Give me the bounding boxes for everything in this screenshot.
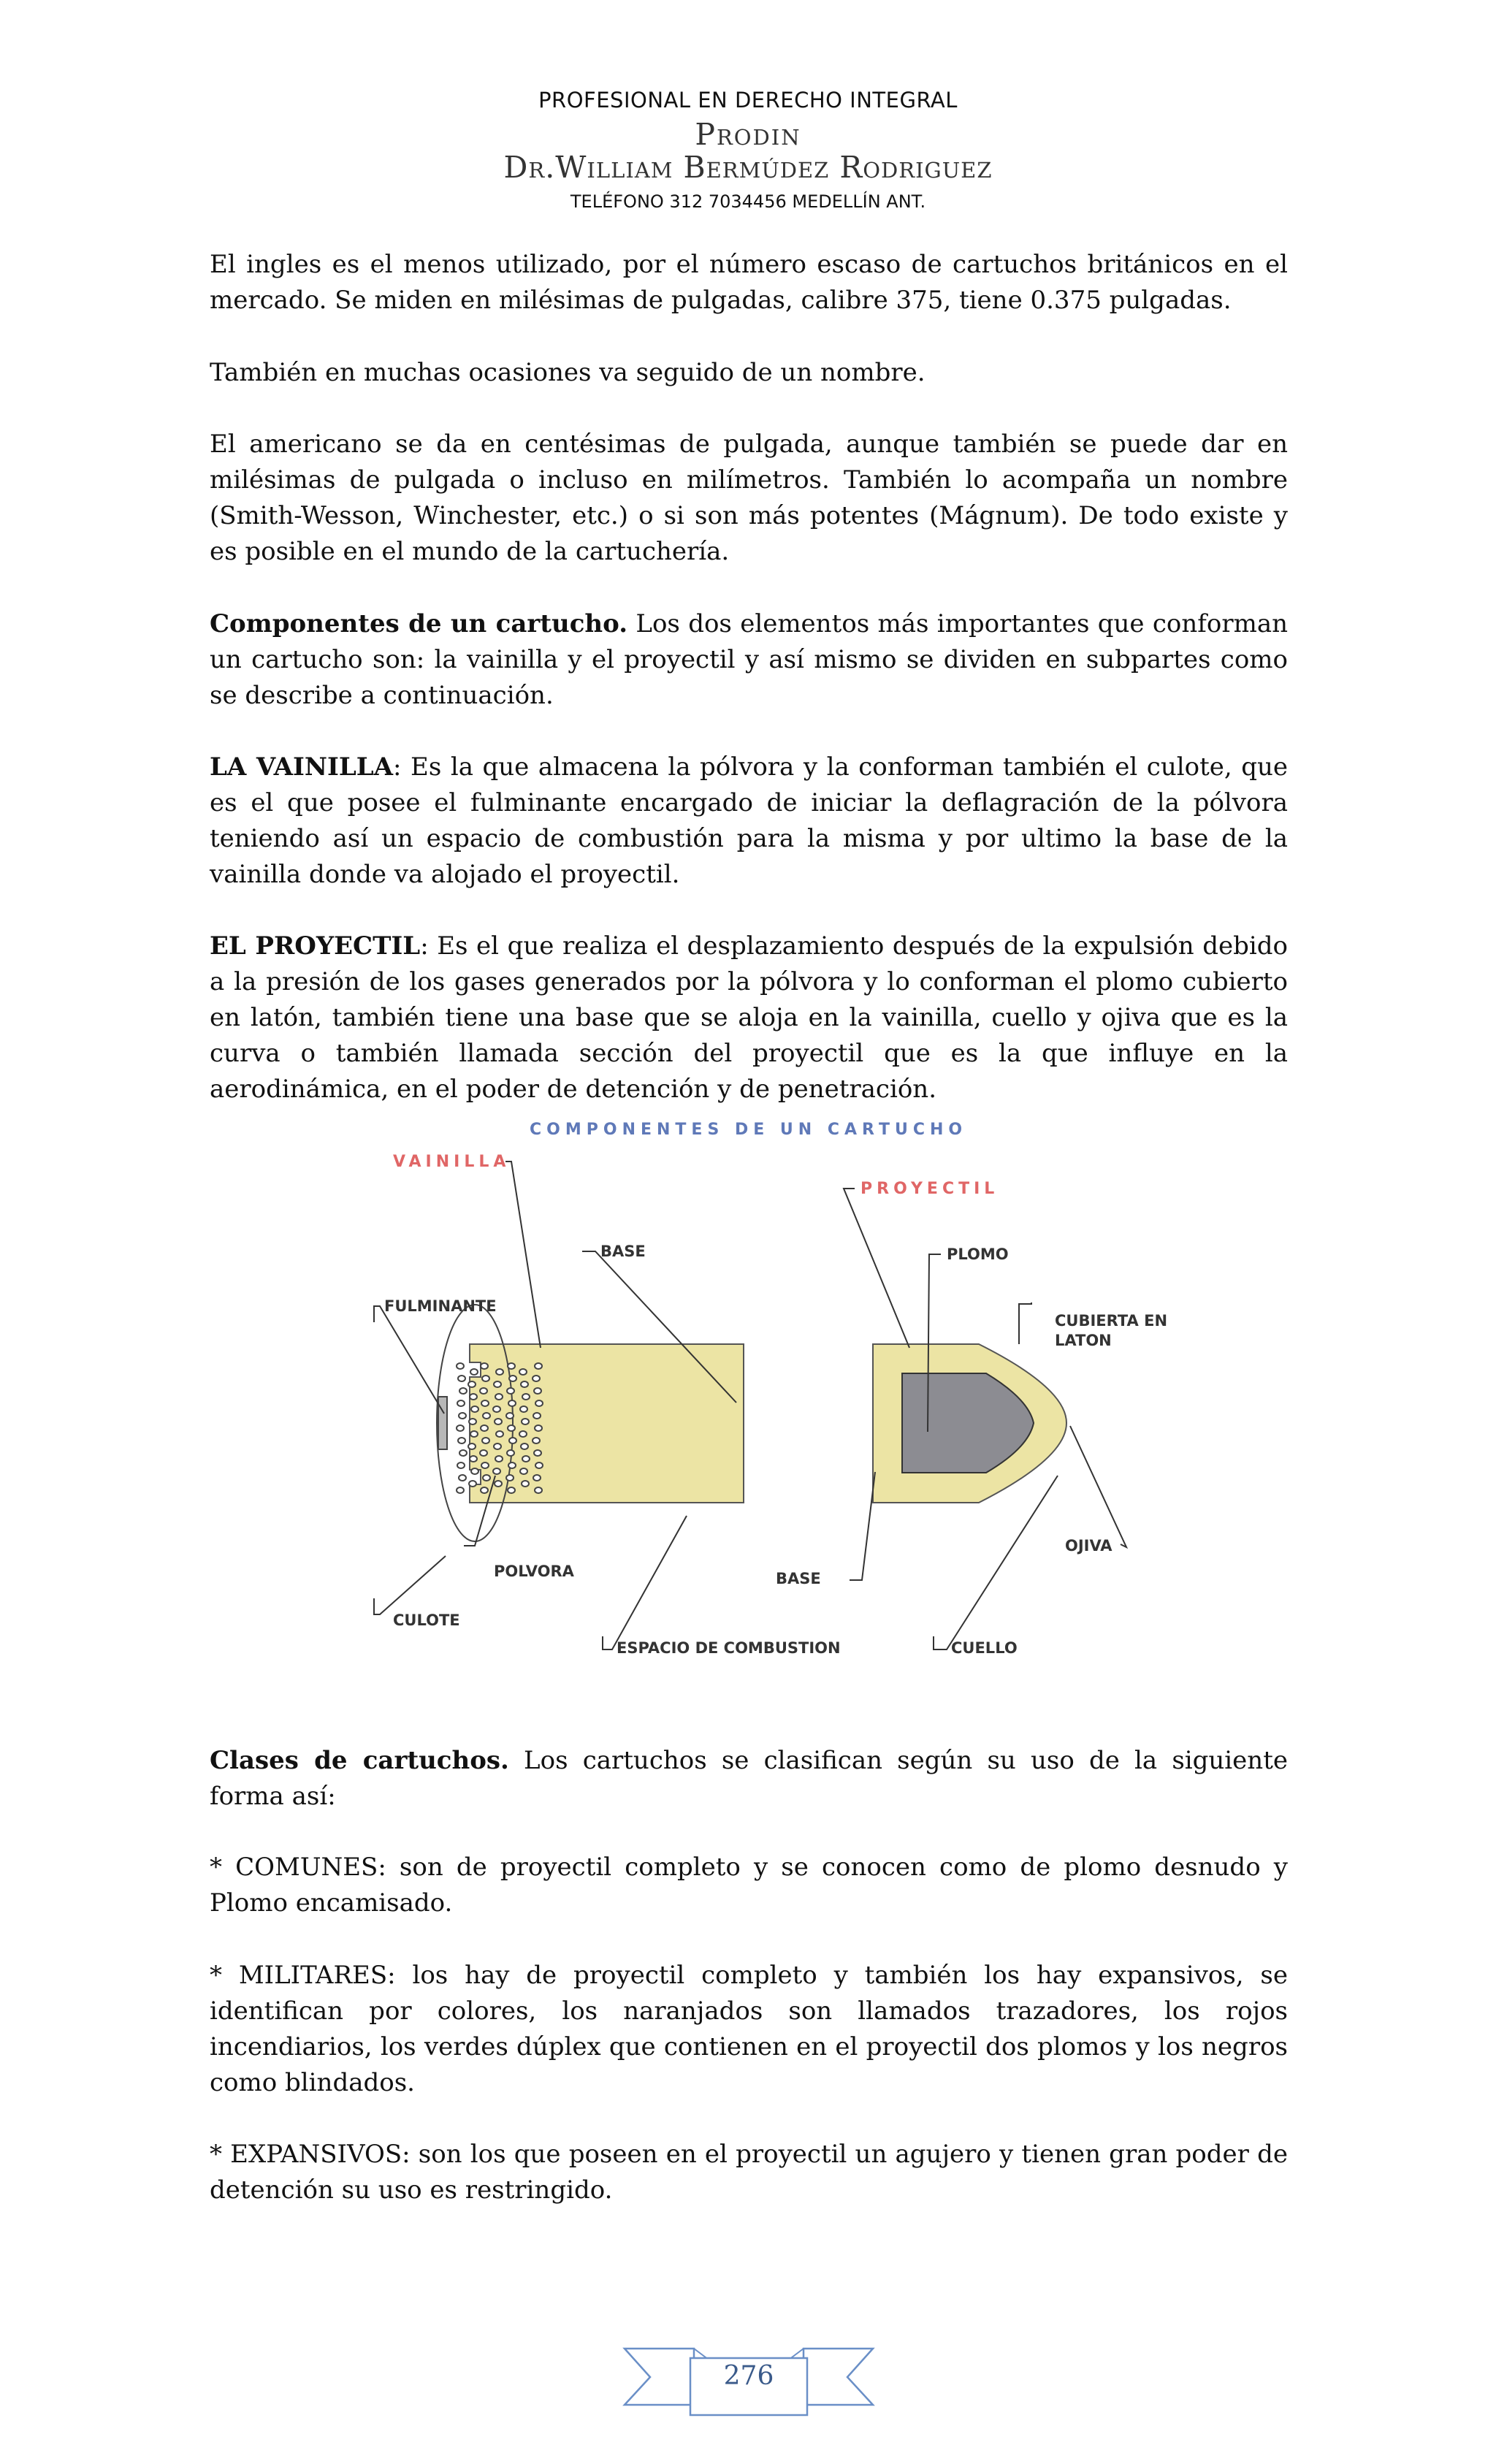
gunpowder-pellet — [495, 1419, 502, 1424]
gunpowder-pellet — [509, 1376, 516, 1381]
heading-proyectil: EL PROYECTIL — [210, 931, 421, 961]
gunpowder-pellet — [506, 1475, 514, 1481]
gunpowder-pellet — [470, 1431, 478, 1437]
label-cubierta-2: LATON — [1055, 1332, 1112, 1349]
gunpowder-pellet — [469, 1481, 476, 1487]
gunpowder-pellet — [522, 1481, 529, 1487]
text-vainilla: : Es la que almacena la pólvora y la conforman también el culote, que es el que posee el fulminante encargado de iniciar la deflagración de la pólvora teniendo así un espacio de combustión para la misma y por ultimo la base de la vainilla donde va alojado el proyectil. — [210, 752, 1288, 889]
gunpowder-pellet — [457, 1462, 465, 1468]
gunpowder-pellet — [522, 1394, 530, 1400]
line-base-proyectil — [850, 1472, 875, 1580]
line-espacio — [603, 1516, 687, 1649]
label-culote: CULOTE — [393, 1611, 460, 1629]
header-phone: TELÉFONO 312 7034456 MEDELLÍN ANT. — [570, 191, 926, 212]
gunpowder-pellet — [459, 1450, 467, 1456]
line-culote — [374, 1556, 446, 1614]
gunpowder-pellet — [481, 1363, 488, 1369]
paragraph-expansivos: * EXPANSIVOS: son los que poseen en el proyectil un agujero y tienen gran poder de detención su uso es restringido. — [210, 2140, 1288, 2205]
header-brand: Prodin — [695, 117, 801, 152]
gunpowder-pellet — [458, 1376, 465, 1381]
gunpowder-pellet — [521, 1443, 528, 1449]
gunpowder-pellet — [535, 1363, 542, 1369]
label-proyectil: PROYECTIL — [860, 1180, 999, 1198]
gunpowder-pellet — [522, 1456, 530, 1462]
line-ojiva — [1070, 1426, 1126, 1547]
gunpowder-pellet — [506, 1413, 514, 1419]
label-ojiva: OJIVA — [1065, 1537, 1113, 1555]
paragraph-proyectil — [210, 928, 1288, 1107]
gunpowder-pellet — [522, 1419, 529, 1424]
gunpowder-pellet — [508, 1487, 515, 1493]
gunpowder-pellet — [508, 1425, 515, 1431]
paragraph-componentes — [210, 606, 1288, 714]
gunpowder-pellet — [519, 1369, 527, 1375]
heading-clases: Clases de cartuchos. — [210, 1746, 509, 1775]
paragraph-nombre: También en muchas ocasiones va seguido de un nombre. — [210, 358, 926, 387]
label-plomo: PLOMO — [947, 1246, 1009, 1263]
gunpowder-pellet — [520, 1468, 527, 1474]
gunpowder-pellet — [519, 1431, 527, 1437]
gunpowder-pellet — [458, 1438, 465, 1443]
gunpowder-pellet — [495, 1481, 502, 1487]
label-base-vainilla: BASE — [600, 1243, 646, 1260]
page-number: 276 — [723, 2361, 774, 2391]
label-cubierta-1: CUBIERTA EN — [1055, 1312, 1168, 1330]
line-fulminante — [374, 1306, 444, 1414]
gunpowder-pellet — [481, 1487, 488, 1493]
gunpowder-pellet — [471, 1406, 478, 1412]
line-proyectil — [844, 1189, 909, 1348]
gunpowder-pellet — [508, 1462, 516, 1468]
gunpowder-pellet — [509, 1438, 516, 1443]
paragraph-ingles: El ingles es el menos utilizado, por el número escaso de cartuchos británicos en el mercado. Se miden en milésimas de pulgadas, calibre 375, tiene 0.375 pulgadas. — [210, 250, 1288, 315]
gunpowder-pellet — [482, 1376, 489, 1381]
gunpowder-pellet — [480, 1388, 487, 1394]
gunpowder-pellet — [533, 1438, 540, 1443]
label-polvora: POLVORA — [494, 1563, 574, 1580]
gunpowder-pellet — [481, 1425, 488, 1431]
gunpowder-pellet — [533, 1413, 541, 1419]
diagram-title: COMPONENTES DE UN CARTUCHO — [530, 1121, 968, 1139]
gunpowder-pellet — [480, 1450, 487, 1456]
header-firm-name: PROFESIONAL EN DERECHO INTEGRAL — [538, 88, 958, 112]
gunpowder-pellet — [494, 1443, 501, 1449]
gunpowder-pellet — [508, 1363, 515, 1369]
gunpowder-pellet — [459, 1388, 467, 1394]
paragraph-americano: El americano se da en centésimas de pulgada, aunque también se puede dar en milésimas de pulgada o incluso en milímetros. También lo acompaña un nombre (Smith-Wesson, Winchester, etc.) o si son más potentes (Mágnum). De todo existe y es posible en el mundo de la cartuchería. — [210, 430, 1288, 566]
header-author: Dr.William Bermúdez Rodriguez — [503, 150, 993, 185]
gunpowder-pellet — [495, 1394, 503, 1400]
label-espacio-combustion: ESPACIO DE COMBUSTION — [617, 1639, 841, 1657]
paragraph-militares: * MILITARES: los hay de proyectil completo y también los hay expansivos, se identifican por colores, los naranjados son llamados trazadores, los rojos incendiarios, los verdes dúplex que contienen en el proyectil dos plomos y los negros como blindados. — [210, 1961, 1288, 2097]
gunpowder-pellet — [471, 1468, 478, 1474]
gunpowder-pellet — [469, 1419, 476, 1424]
gunpowder-pellet — [494, 1381, 501, 1387]
paragraph-vainilla — [210, 750, 1288, 893]
gunpowder-pellet — [459, 1413, 466, 1419]
gunpowder-pellet — [535, 1400, 543, 1406]
gunpowder-pellet — [535, 1462, 543, 1468]
gunpowder-pellet — [533, 1376, 540, 1381]
gunpowder-pellet — [483, 1413, 490, 1419]
gunpowder-pellet — [457, 1425, 464, 1431]
gunpowder-pellet — [457, 1487, 464, 1493]
gunpowder-pellet — [520, 1406, 527, 1412]
cartridge-diagram — [343, 1110, 1168, 1666]
label-cuello: CUELLO — [951, 1639, 1018, 1657]
gunpowder-pellet — [535, 1425, 542, 1431]
text-clases: Los cartuchos se clasifican según su uso de la siguiente forma así: — [210, 1746, 1288, 1811]
paragraph-comunes: * COMUNES: son de proyectil completo y se conocen como de plomo desnudo y Plomo encamisado. — [210, 1853, 1288, 1918]
gunpowder-pellet — [507, 1450, 514, 1456]
label-fulminante: FULMINANTE — [384, 1297, 497, 1315]
gunpowder-pellet — [470, 1369, 478, 1375]
gunpowder-pellet — [533, 1475, 541, 1481]
text-proyectil: : Es el que realiza el desplazamiento después de la expulsión debido a la presión de los gases generados por la pólvora y lo conforman el plomo cubierto en latón, también tiene una base que se aloja en la vainilla, cuello y ojiva que es la curva o también llamada sección del proyectil que es la que influye en la aerodinámica, en el poder de detención y de penetración. — [210, 931, 1288, 1104]
label-base-proyectil: BASE — [776, 1570, 821, 1587]
gunpowder-pellet — [496, 1369, 503, 1375]
gunpowder-pellet — [470, 1394, 477, 1400]
gunpowder-pellet — [493, 1406, 500, 1412]
gunpowder-pellet — [507, 1388, 514, 1394]
line-vainilla — [505, 1162, 541, 1348]
gunpowder-pellet — [534, 1388, 541, 1394]
gunpowder-pellet — [521, 1381, 528, 1387]
gunpowder-pellet — [534, 1450, 541, 1456]
gunpowder-pellet — [535, 1487, 542, 1493]
heading-componentes: Componentes de un cartucho. — [210, 609, 628, 638]
gunpowder-pellet — [496, 1431, 503, 1437]
gunpowder-pellet — [481, 1400, 489, 1406]
gunpowder-pellet — [495, 1456, 503, 1462]
gunpowder-pellet — [459, 1475, 466, 1481]
gunpowder-pellet — [508, 1400, 516, 1406]
paragraph-clases — [210, 1743, 1288, 1815]
gunpowder-pellet — [457, 1400, 465, 1406]
text-componentes: Los dos elementos más importantes que conforman un cartucho son: la vainilla y el proyectil y así mismo se dividen en subpartes como se describe a continuación. — [210, 609, 1288, 710]
gunpowder-pellet — [457, 1363, 464, 1369]
gunpowder-pellet — [493, 1468, 500, 1474]
gunpowder-pellet — [482, 1438, 489, 1443]
gunpowder-pellet — [481, 1462, 489, 1468]
gunpowder-pellet — [468, 1443, 476, 1449]
heading-vainilla: LA VAINILLA — [210, 752, 394, 782]
label-vainilla: VAINILLA — [393, 1153, 511, 1171]
gunpowder-pellet — [470, 1456, 477, 1462]
gunpowder-pellet — [468, 1381, 476, 1387]
line-cubierta — [1019, 1302, 1031, 1344]
gunpowder-pellet — [483, 1475, 490, 1481]
